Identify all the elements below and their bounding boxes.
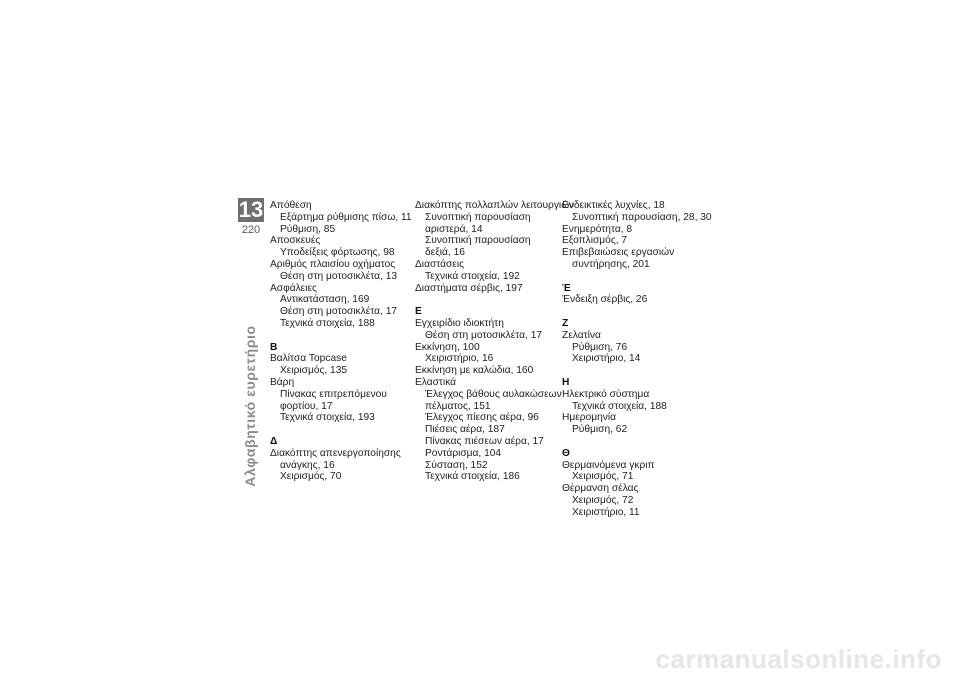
index-entry: Αριθμός πλαισίου οχήματος	[270, 258, 396, 270]
index-subentry: Πίνακας επιτρεπόμενου	[280, 388, 387, 400]
index-entry: Ελαστικά	[415, 376, 457, 388]
index-column-2	[415, 200, 575, 483]
index-subentry: Εξάρτημα ρύθμισης πίσω, 11	[280, 211, 412, 223]
index-subentry: Χειρισμός, 72	[572, 494, 634, 506]
index-subentry: Θέση στη μοτοσικλέτα, 17	[425, 329, 543, 341]
index-entry: Διακόπτης πολλαπλών λειτουργιών	[415, 200, 575, 211]
index-entry: Διαστάσεις	[415, 258, 465, 270]
index-section	[562, 318, 712, 365]
index-entry: Βάρη	[270, 376, 295, 388]
index-subentry: Χειριστήριο, 11	[572, 506, 640, 518]
index-subentry: Τεχνικά στοιχεία, 188	[572, 400, 667, 412]
index-subentry: ανάγκης, 16	[280, 459, 335, 471]
index-entry: Διαστήματα σέρβις, 197	[415, 282, 523, 294]
index-subentry: Τεχνικά στοιχεία, 193	[280, 412, 375, 424]
section-letter: Η	[562, 376, 570, 388]
index-subentry: Πίνακας πιέσεων αέρα, 17	[425, 435, 544, 447]
index-section	[562, 448, 712, 519]
index-subentry: Τεχνικά στοιχεία, 188	[280, 317, 375, 329]
index-subentry: Τεχνικά στοιχεία, 186	[425, 471, 520, 483]
page-number: 220	[241, 224, 261, 236]
index-subentry: Ροντάρισμα, 104	[425, 447, 502, 459]
chapter-tab	[238, 198, 264, 238]
index-section	[270, 342, 410, 425]
index-subentry: Τεχνικά στοιχεία, 192	[425, 270, 520, 282]
index-entry: Θέρμανση σέλας	[562, 483, 639, 495]
index-entry: Εκκίνηση με καλώδια, 160	[415, 365, 534, 377]
index-subentry: Συνοπτική παρουσίαση	[425, 235, 531, 247]
index-entry: Ενδεικτικές λυχνίες, 18	[562, 200, 665, 211]
index-subentry: Πιέσεις αέρα, 187	[425, 424, 505, 436]
index-subentry: Έλεγχος πίεσης αέρα, 96	[425, 412, 539, 424]
index-subentry: Υποδείξεις φόρτωσης, 98	[280, 247, 395, 259]
index-entry: Ηλεκτρικό σύστημα	[562, 388, 650, 400]
index-subentry: Θέση στη μοτοσικλέτα, 17	[280, 306, 398, 318]
index-section	[562, 200, 712, 271]
index-subentry: συντήρησης, 201	[572, 258, 650, 270]
index-subentry: Ρύθμιση, 62	[572, 424, 628, 436]
index-section	[562, 283, 712, 307]
index-entry: Αποσκευές	[270, 235, 321, 247]
index-subentry: Συνοπτική παρουσίαση, 28, 30	[572, 211, 712, 223]
index-section	[270, 200, 410, 330]
index-entry: Εγχειρίδιο ιδιοκτήτη	[415, 317, 504, 329]
index-column-3	[562, 200, 712, 519]
index-subentry: Ρύθμιση, 85	[280, 223, 336, 235]
chapter-number: 13	[238, 197, 264, 222]
index-subentry: Συνοπτική παρουσίαση	[425, 211, 531, 223]
index-subentry: φορτίου, 17	[280, 400, 333, 412]
index-entry: Διακόπτης απενεργοποίησης	[270, 447, 401, 459]
index-entry: Ένδειξη σέρβις, 26	[562, 294, 648, 306]
section-letter: Ε	[415, 306, 422, 318]
index-subentry: Χειριστήριο, 16	[425, 353, 494, 365]
section-letter: Δ	[270, 435, 278, 447]
index-section	[415, 306, 560, 483]
index-subentry: Χειρισμός, 71	[572, 471, 634, 483]
index-entry: Θερμαινόμενα γκριπ	[562, 459, 655, 471]
chapter-title: Αλφαβητικό ευρετήριο	[242, 325, 258, 487]
section-letter: Έ	[562, 282, 571, 294]
index-section	[415, 200, 575, 294]
section-letter: Β	[270, 341, 278, 353]
section-letter: Ζ	[562, 317, 569, 329]
index-subentry: Ρύθμιση, 76	[572, 341, 628, 353]
index-section	[562, 377, 712, 436]
index-subentry: Αντικατάσταση, 169	[280, 294, 370, 306]
index-entry: Βαλίτσα Topcase	[270, 353, 347, 365]
section-letter: Θ	[562, 447, 570, 459]
index-column-1	[270, 200, 410, 483]
index-entry: Εξοπλισμός, 7	[562, 235, 628, 247]
watermark: carmanualsonline.info	[655, 644, 942, 674]
index-subentry: Έλεγχος βάθους αυλακώσεων	[425, 388, 562, 400]
index-subentry: Χειριστήριο, 14	[572, 353, 641, 365]
index-subentry: αριστερά, 14	[425, 223, 483, 235]
index-entry: Ασφάλειες	[270, 282, 317, 294]
index-subentry: πέλματος, 151	[425, 400, 491, 412]
index-subentry: Σύσταση, 152	[425, 459, 488, 471]
index-subentry: Χειρισμός, 70	[280, 471, 342, 483]
index-entry: Ημερομηνία	[562, 412, 617, 424]
index-subentry: Χειρισμός, 135	[280, 365, 348, 377]
index-section	[270, 436, 410, 483]
index-entry: Ζελατίνα	[562, 329, 601, 341]
index-subentry: Θέση στη μοτοσικλέτα, 13	[280, 270, 398, 282]
index-subentry: δεξιά, 16	[425, 247, 465, 259]
index-entry: Απόθεση	[270, 200, 312, 211]
index-entry: Ενημερότητα, 8	[562, 223, 633, 235]
index-entry: Εκκίνηση, 100	[415, 341, 480, 353]
index-entry: Επιβεβαιώσεις εργασιών	[562, 247, 675, 259]
